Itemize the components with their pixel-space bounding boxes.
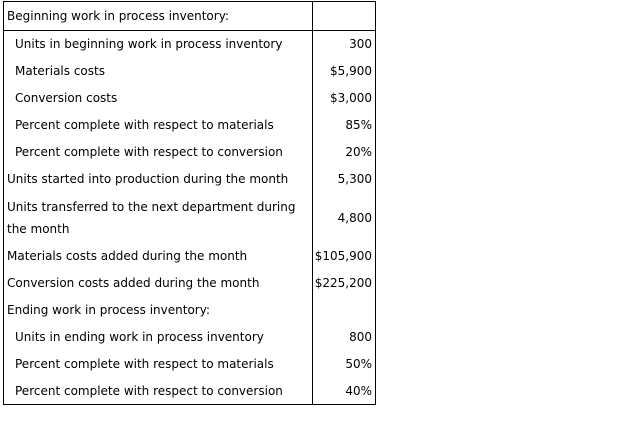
beginning-wip-header[interactable]: Beginning work in process inventory: — [4, 2, 313, 31]
row-label[interactable]: Materials costs — [4, 58, 313, 85]
row-value[interactable]: 20% — [313, 139, 376, 166]
row-value[interactable]: $5,900 — [313, 58, 376, 85]
ending-wip-header-value-cell[interactable] — [313, 297, 376, 324]
row-label[interactable]: Conversion costs — [4, 85, 313, 112]
row-label[interactable]: Percent complete with respect to materials — [4, 112, 313, 139]
table-row — [4, 324, 376, 351]
table-row — [4, 351, 376, 378]
row-value[interactable]: 300 — [313, 31, 376, 58]
table-row — [4, 139, 376, 166]
row-value[interactable]: 50% — [313, 351, 376, 378]
table-row — [4, 85, 376, 112]
ending-wip-header[interactable]: Ending work in process inventory: — [4, 297, 313, 324]
table-row — [4, 297, 376, 324]
process-costing-table — [3, 1, 376, 405]
row-label[interactable]: Units in beginning work in process inventory — [4, 31, 313, 58]
row-value[interactable]: $225,200 — [313, 270, 376, 297]
row-label[interactable]: Units in ending work in process inventory — [4, 324, 313, 351]
row-label[interactable]: Materials costs added during the month — [4, 243, 313, 270]
table-row — [4, 112, 376, 139]
table-row — [4, 2, 376, 31]
table-row — [4, 31, 376, 58]
row-value[interactable]: 4,800 — [313, 193, 376, 243]
table-row — [4, 378, 376, 405]
table-row — [4, 166, 376, 193]
beginning-wip-header-value-cell[interactable] — [313, 2, 376, 31]
table-row — [4, 58, 376, 85]
row-value[interactable]: 800 — [313, 324, 376, 351]
row-value[interactable]: $105,900 — [313, 243, 376, 270]
table-row — [4, 270, 376, 297]
table-row — [4, 243, 376, 270]
row-label[interactable]: Units transferred to the next department during the month — [4, 193, 313, 243]
row-label[interactable]: Percent complete with respect to materials — [4, 351, 313, 378]
row-label[interactable]: Conversion costs added during the month — [4, 270, 313, 297]
row-label[interactable]: Percent complete with respect to conversion — [4, 378, 313, 405]
row-value[interactable]: $3,000 — [313, 85, 376, 112]
row-label[interactable]: Units started into production during the month — [4, 166, 313, 193]
table-row — [4, 193, 376, 243]
row-value[interactable]: 5,300 — [313, 166, 376, 193]
row-label[interactable]: Percent complete with respect to conversion — [4, 139, 313, 166]
row-value[interactable]: 85% — [313, 112, 376, 139]
row-value[interactable]: 40% — [313, 378, 376, 405]
